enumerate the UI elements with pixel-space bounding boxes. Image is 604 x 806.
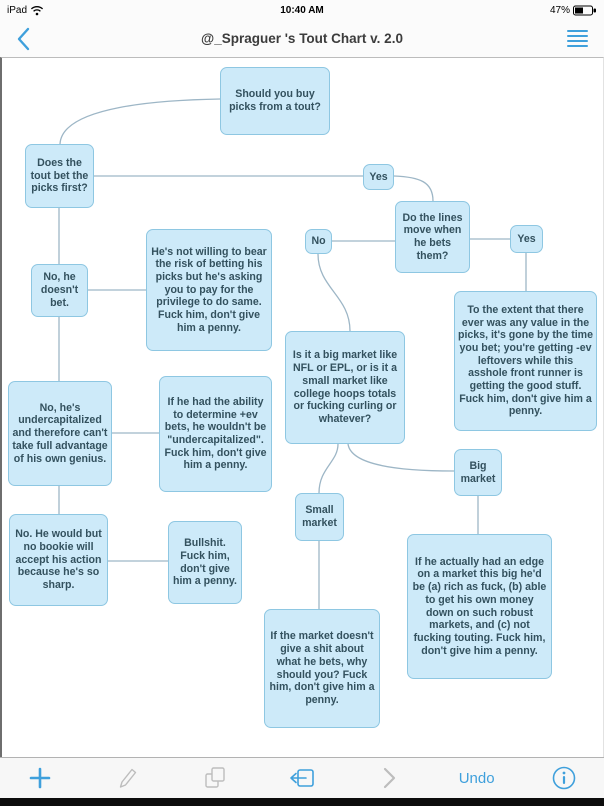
flowchart-node-undercap[interactable]: No, he's undercapitalized and therefore can't take full advantage of his own genius. — [8, 381, 112, 486]
flowchart-node-yes2[interactable]: Yes — [510, 225, 543, 253]
duplicate-icon — [202, 765, 228, 791]
clock: 10:40 AM — [280, 4, 324, 16]
nav-bar — [0, 20, 604, 57]
undo-label: Undo — [458, 769, 495, 787]
screen-bottom-edge — [0, 798, 604, 806]
menu-button[interactable] — [567, 30, 588, 47]
add-button[interactable] — [20, 762, 60, 794]
flowchart-node-market-shit[interactable]: If the market doesn't give a shit about what he bets, why should you? Fuck him, don't give him a penny. — [264, 609, 380, 728]
status-bar — [0, 0, 604, 20]
menu-lines-icon — [567, 30, 588, 32]
flowchart-node-edge[interactable]: If he actually had an edge on a market this big he'd be (a) rich as fuck, (b) able to get his own money down on such robust markets, and (c) not fucking touting. Fuck him, don't give him a penny. — [407, 534, 552, 679]
flowchart-node-no1[interactable]: No — [305, 229, 332, 254]
flowchart-node-does-bet[interactable]: Does the tout bet the picks first? — [25, 144, 94, 208]
flowchart-node-big-market[interactable]: Big market — [454, 449, 502, 496]
flowchart-node-bullshit[interactable]: Bullshit. Fuck him, don't give him a penny. — [168, 521, 242, 604]
back-chevron-icon — [16, 27, 31, 51]
flowchart-node-start[interactable]: Should you buy picks from a tout? — [220, 67, 330, 135]
flowchart-node-no-bookie[interactable]: No. He would but no bookie will accept his action because he's so sharp. — [9, 514, 108, 606]
back-button[interactable] — [16, 27, 31, 51]
chevron-right-icon — [381, 766, 397, 790]
export-button[interactable] — [282, 762, 322, 794]
draw-button[interactable] — [107, 762, 147, 794]
battery-percent-label: 47% — [549, 4, 570, 16]
carrier-label: iPad — [7, 4, 28, 16]
info-button[interactable] — [544, 762, 584, 794]
bottom-toolbar — [0, 757, 604, 798]
forward-button[interactable] — [369, 762, 409, 794]
diagram-canvas[interactable] — [0, 57, 604, 757]
export-icon — [288, 766, 316, 790]
duplicate-button[interactable] — [195, 762, 235, 794]
flowchart-node-do-lines[interactable]: Do the lines move when he bets them? — [395, 201, 470, 273]
flowchart-node-big-market-q[interactable]: Is it a big market like NFL or EPL, or is it a small market like college hoops totals or fucking curling or whatever? — [285, 331, 405, 444]
flowchart-node-no-doesnt-bet[interactable]: No, he doesn't bet. — [31, 264, 88, 317]
undo-button[interactable] — [457, 762, 497, 794]
flowchart-node-small-market[interactable]: Small market — [295, 493, 344, 541]
flowchart-node-to-extent[interactable]: To the extent that there ever was any value in the picks, it's gone by the time you bet; you're getting -ev leftovers while this asshole front runner is getting the good stuff. Fuck him, don't give him a penny. — [454, 291, 597, 431]
pencil-icon — [115, 766, 139, 790]
add-icon — [28, 766, 52, 790]
flowchart-node-yes1[interactable]: Yes — [363, 164, 394, 190]
flowchart-node-not-willing[interactable]: He's not willing to bear the risk of betting his picks but he's asking you to pay for the privilege to do same. Fuck him, don't give him a penny. — [146, 229, 272, 351]
page-title: @_Spraguer 's Tout Chart v. 2.0 — [201, 31, 403, 46]
flowchart-node-ability[interactable]: If he had the ability to determine +ev bets, he wouldn't be "undercapitalized". Fuck him, don't give him a penny. — [159, 376, 272, 492]
info-icon — [551, 765, 577, 791]
